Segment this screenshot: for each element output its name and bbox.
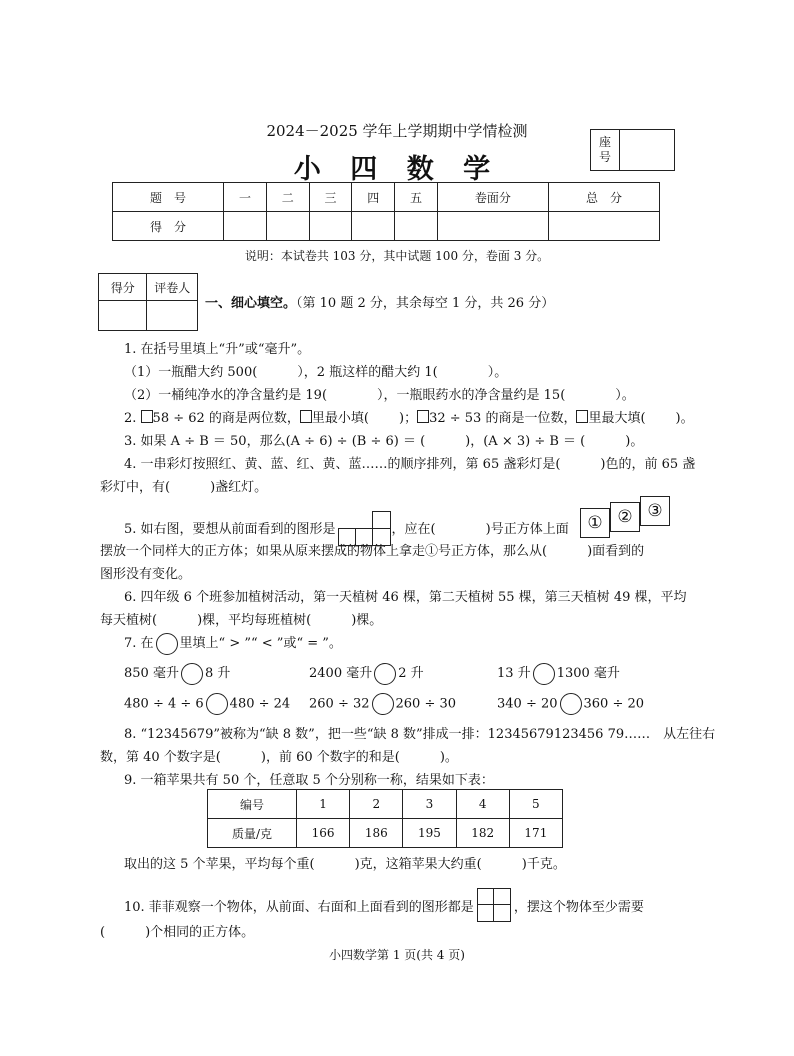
- q1b-text-1: （2）一桶纯净水的净含量约是 19(: [124, 388, 328, 403]
- question-10: [124, 888, 644, 922]
- q3-text: 3. 如果 A ÷ B ＝ 50，那么(A ÷ 6) ÷ (B ÷ 6) ＝ (: [124, 434, 426, 449]
- question-4-cont: [100, 476, 267, 495]
- question-3: [124, 430, 643, 449]
- score-header-cell: 一: [224, 183, 267, 212]
- compare-circle[interactable]: [533, 663, 555, 685]
- compare-left: 850 毫升: [124, 666, 179, 681]
- question-1b: [124, 384, 635, 403]
- apple-weight-cell: 186: [350, 819, 403, 848]
- question-5-cont2: 图形没有变化。: [100, 567, 192, 582]
- compare-left: 260 ÷ 32: [309, 696, 370, 712]
- q5-text: 5. 如右图，要想从前面看到的图形是: [124, 522, 336, 537]
- compare-circle[interactable]: [206, 693, 228, 715]
- circle-placeholder: [156, 633, 178, 655]
- cube-figure: [580, 496, 672, 540]
- score-table-header-row: [113, 183, 660, 212]
- score-row-label: 得 分: [113, 212, 224, 241]
- question-10-cont: [100, 921, 254, 940]
- apple-weight-cell: 166: [297, 819, 350, 848]
- q4-text: 4. 一串彩灯按照红、黄、蓝、红、黄、蓝……的顺序排列，第 65 盏彩灯是(: [124, 457, 561, 472]
- question-6-cont: [100, 609, 382, 628]
- grader-name-field[interactable]: [147, 301, 198, 331]
- q2-text: 2.: [124, 411, 141, 426]
- apple-header-cell: 3: [403, 790, 456, 819]
- q7-text: 里填上“ > ”“ < ”或“ = ”。: [179, 636, 342, 651]
- q10-text: 10. 菲菲观察一个物体，从前面、右面和上面看到的图形都是: [124, 900, 474, 915]
- question-2: [124, 407, 694, 426]
- question-8-cont: [100, 746, 458, 765]
- score-table: [112, 182, 660, 241]
- question-6: 6. 四年级 6 个班参加植树活动，第一天植树 46 棵，第二天植树 55 棵，第三天植树 49 棵，平均: [124, 590, 687, 605]
- q5-text: ，应在(: [391, 522, 436, 537]
- q4-text: )色的，前 65 盏: [600, 457, 696, 472]
- seat-label-1: 座: [598, 135, 611, 149]
- q4-text: 彩灯中，有(: [100, 480, 171, 495]
- score-cell[interactable]: [352, 212, 395, 241]
- q8-text: )。: [439, 750, 458, 765]
- q6-text: )棵。: [351, 613, 383, 628]
- compare-right: 360 ÷ 20: [583, 696, 645, 712]
- question-5-cont: [100, 540, 644, 559]
- cube-label: ①: [587, 513, 603, 533]
- question-7: [124, 632, 342, 655]
- q9-text: )克，这箱苹果大约重(: [354, 857, 482, 872]
- q2-text: 里最小填(: [311, 411, 369, 426]
- cube-label: ②: [617, 507, 633, 527]
- q10-text: (: [100, 925, 106, 940]
- q7-text: 7. 在: [124, 636, 154, 651]
- apple-header-cell: 2: [350, 790, 403, 819]
- q8-text: )，前 60 个数字的和是(: [260, 750, 400, 765]
- score-cell[interactable]: [224, 212, 267, 241]
- apple-header-cell: 4: [456, 790, 509, 819]
- question-4: [124, 453, 695, 472]
- cube-2: [610, 502, 640, 532]
- apple-header-cell: 编号: [208, 790, 297, 819]
- q9-text: )千克。: [521, 857, 566, 872]
- apple-header-cell: 5: [509, 790, 562, 819]
- compare-item: [309, 693, 456, 715]
- compare-left: 480 ÷ 4 ÷ 6: [124, 696, 204, 712]
- seat-label: [591, 130, 620, 170]
- box-placeholder: [141, 410, 153, 423]
- exam-title: 2024－2025 学年上学期期中学情检测: [266, 122, 528, 140]
- q1a-text-3: ）。: [487, 365, 508, 380]
- question-9: 9. 一箱苹果共有 50 个，任意取 5 个分别称一称，结果如下表：: [124, 773, 494, 788]
- question-9-cont: [124, 853, 566, 872]
- apple-header-cell: 1: [297, 790, 350, 819]
- seat-number-field[interactable]: [620, 130, 674, 170]
- score-cell[interactable]: [548, 212, 659, 241]
- section-detail: （第 10 题 2 分，其余每空 1 分，共 26 分）: [296, 296, 555, 311]
- q8-text: 数，第 40 个数字是(: [100, 750, 221, 765]
- section-title: 一、细心填空。: [205, 296, 297, 311]
- score-header-cell: 卷面分: [437, 183, 548, 212]
- score-header-cell: 四: [352, 183, 395, 212]
- grader-score-field[interactable]: [99, 301, 147, 331]
- apple-table-header: [208, 790, 563, 819]
- compare-left: 13 升: [497, 666, 531, 681]
- q1b-text-2: ），一瓶眼药水的净含量约是 15(: [377, 388, 566, 403]
- score-cell[interactable]: [437, 212, 548, 241]
- score-cell[interactable]: [309, 212, 352, 241]
- score-header-cell: 五: [395, 183, 438, 212]
- q1a-text-1: （1）一瓶醋大约 500(: [124, 365, 258, 380]
- q2-text: 58 ÷ 62 的商是两位数，: [152, 411, 300, 426]
- section-heading: [205, 292, 554, 311]
- score-cell[interactable]: [266, 212, 309, 241]
- exam-note: 说明：本试卷共 103 分，其中试题 100 分，卷面 3 分。: [244, 249, 550, 263]
- compare-right: 2 升: [398, 666, 424, 681]
- score-header-cell: 二: [266, 183, 309, 212]
- compare-right: 1300 毫升: [556, 666, 620, 681]
- apple-weight-table: [207, 789, 563, 848]
- compare-circle[interactable]: [181, 663, 203, 685]
- compare-circle[interactable]: [560, 693, 582, 715]
- grader-name-label: 评卷人: [147, 274, 198, 301]
- q5-text: 摆放一个同样大的正方体；如果从原来摆成的物体上拿走①号正方体，那么从(: [100, 544, 548, 559]
- seat-number-box: [590, 129, 675, 171]
- compare-left: 2400 毫升: [309, 666, 373, 681]
- q6-text: 每天植树(: [100, 613, 158, 628]
- page-footer: 小四数学第 1 页(共 4 页): [329, 948, 465, 962]
- compare-item: [124, 662, 230, 685]
- q6-text: )棵，平均每班植树(: [197, 613, 312, 628]
- compare-right: 480 ÷ 24: [229, 696, 291, 712]
- grader-box: [98, 273, 198, 331]
- q2-text: )；: [399, 411, 418, 426]
- q10-text: )个相同的正方体。: [145, 925, 255, 940]
- subject-title: 小 四 数 学: [293, 154, 501, 185]
- q5-text: )面看到的: [587, 544, 645, 559]
- compare-circle[interactable]: [372, 693, 394, 715]
- cube-3: [640, 496, 670, 526]
- q1a-text-2: ），2 瓶这样的醋大约 1(: [297, 365, 438, 380]
- compare-item: [497, 662, 620, 685]
- score-header-cell: 总 分: [548, 183, 659, 212]
- q4-text: )盏红灯。: [210, 480, 268, 495]
- seat-label-2: 号: [598, 150, 611, 164]
- score-cell[interactable]: [395, 212, 438, 241]
- cube-label: ③: [647, 501, 663, 521]
- score-table-score-row: [113, 212, 660, 241]
- question-1a: [124, 361, 507, 380]
- box-placeholder: [300, 410, 312, 423]
- q10-text: ，摆这个物体至少需要: [513, 900, 644, 915]
- compare-right: 260 ÷ 30: [395, 696, 457, 712]
- compare-item: [497, 693, 644, 715]
- score-header-cell: 三: [309, 183, 352, 212]
- compare-left: 340 ÷ 20: [497, 696, 558, 712]
- question-8: 8. “12345679”被称为“缺 8 数”，把一些“缺 8 数”排成一排：12345679123456 79…… 从左往右: [124, 727, 716, 742]
- q3-text: )，(A × 3) ÷ B ＝ (: [465, 434, 586, 449]
- box-placeholder: [417, 410, 429, 423]
- q9-text: 取出的这 5 个苹果，平均每个重(: [124, 857, 315, 872]
- apple-weight-cell: 182: [456, 819, 509, 848]
- q2-text: 32 ÷ 53 的商是一位数，: [429, 411, 577, 426]
- apple-row-label: 质量/克: [208, 819, 297, 848]
- view-grid-figure: [477, 888, 511, 922]
- apple-table-row: [208, 819, 563, 848]
- box-placeholder: [576, 410, 588, 423]
- score-header-cell: 题 号: [113, 183, 224, 212]
- compare-item: [309, 662, 424, 685]
- compare-item: [124, 693, 290, 715]
- question-1: 1. 在括号里填上“升”或“毫升”。: [124, 342, 311, 357]
- cube-1: [580, 508, 610, 538]
- q2-text: )。: [675, 411, 694, 426]
- apple-weight-cell: 171: [509, 819, 562, 848]
- q2-text: 里最大填(: [588, 411, 646, 426]
- grader-score-label: 得分: [99, 274, 147, 301]
- apple-weight-cell: 195: [403, 819, 456, 848]
- q5-text: )号正方体上面: [485, 522, 569, 537]
- q1b-text-3: ）。: [615, 388, 635, 403]
- compare-circle[interactable]: [374, 663, 396, 685]
- q3-text: )。: [625, 434, 644, 449]
- compare-right: 8 升: [204, 666, 231, 681]
